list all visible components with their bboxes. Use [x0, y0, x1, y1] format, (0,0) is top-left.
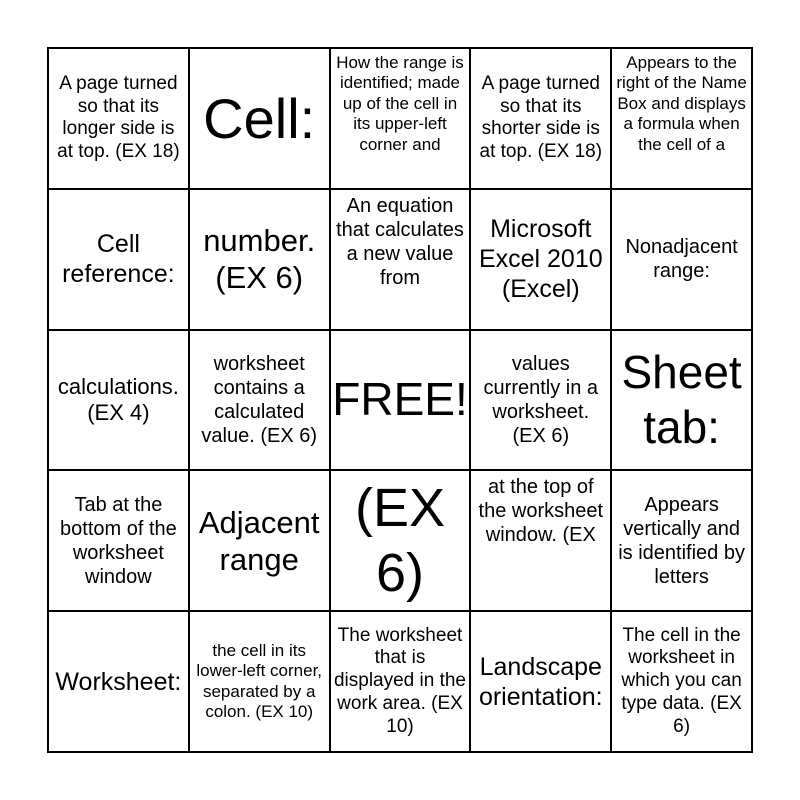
bingo-cell[interactable]: at the top of the worksheet window. (EX [470, 470, 611, 611]
bingo-cell[interactable]: How the range is identified; made up of the cell in its upper-left corner and [330, 48, 471, 189]
bingo-cell[interactable]: Appears vertically and is identified by letters [611, 470, 752, 611]
bingo-cell[interactable]: Landscape orientation: [470, 611, 611, 752]
bingo-cell[interactable]: Worksheet: [48, 611, 189, 752]
bingo-cell[interactable]: Nonadjacent range: [611, 189, 752, 330]
bingo-cell[interactable]: A page turned so that its longer side is at top. (EX 18) [48, 48, 189, 189]
bingo-cell[interactable]: the cell in its lower-left corner, separated by a colon. (EX 10) [189, 611, 330, 752]
bingo-cell[interactable]: A page turned so that its shorter side is at top. (EX 18) [470, 48, 611, 189]
bingo-cell[interactable]: Adjacent range [189, 470, 330, 611]
bingo-cell[interactable]: worksheet contains a calculated value. (EX 6) [189, 330, 330, 471]
bingo-cell[interactable]: Tab at the bottom of the worksheet window [48, 470, 189, 611]
bingo-cell[interactable]: An equation that calculates a new value from [330, 189, 471, 330]
bingo-cell[interactable]: calculations. (EX 4) [48, 330, 189, 471]
bingo-cell[interactable]: (EX 6) [330, 470, 471, 611]
bingo-cell[interactable]: Cell: [189, 48, 330, 189]
bingo-cell[interactable]: Cell reference: [48, 189, 189, 330]
bingo-cell[interactable]: values currently in a worksheet. (EX 6) [470, 330, 611, 471]
bingo-cell[interactable]: number. (EX 6) [189, 189, 330, 330]
bingo-cell[interactable]: Appears to the right of the Name Box and displays a formula when the cell of a [611, 48, 752, 189]
bingo-card [47, 47, 753, 753]
free-space[interactable]: FREE! [330, 330, 471, 471]
bingo-cell[interactable]: Sheet tab: [611, 330, 752, 471]
bingo-cell[interactable]: Microsoft Excel 2010 (Excel) [470, 189, 611, 330]
bingo-cell[interactable]: The cell in the worksheet in which you can type data. (EX 6) [611, 611, 752, 752]
bingo-cell[interactable]: The worksheet that is displayed in the work area. (EX 10) [330, 611, 471, 752]
